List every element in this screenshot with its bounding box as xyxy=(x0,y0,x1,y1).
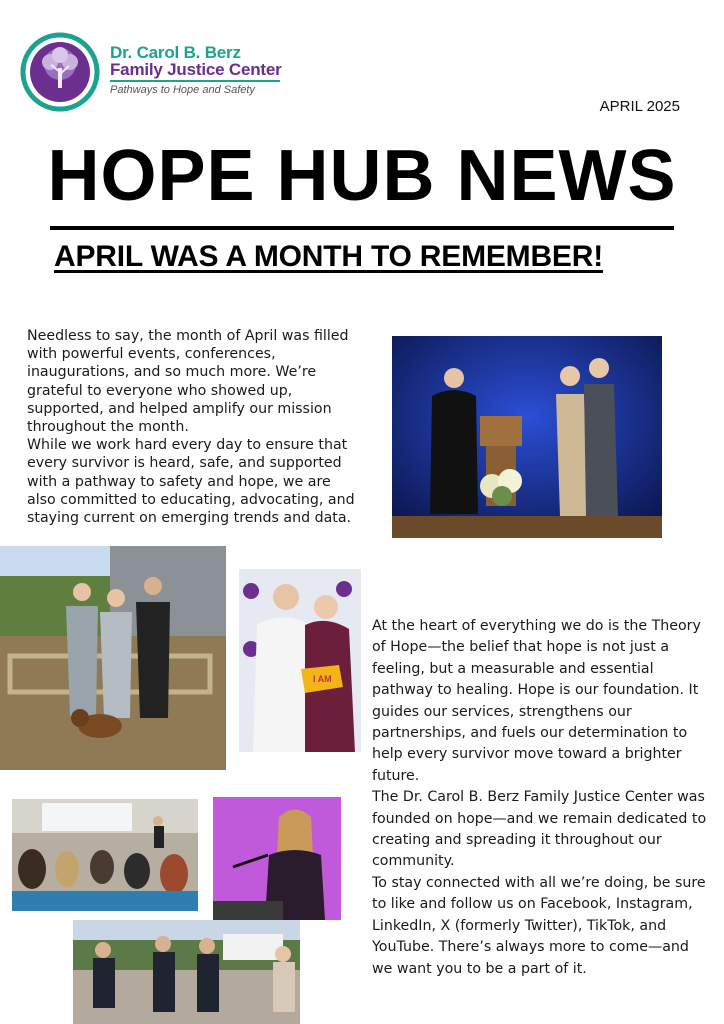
article-paragraph: To stay connected with all we’re doing, be sure to like and follow us on Facebook, Instagram, LinkedIn, X (formerly Twitter), TikTok, and YouTube. There’s always more to come—and we want you to be a part of it. xyxy=(372,874,706,977)
photo-swearing-in xyxy=(392,336,662,538)
issue-date: APRIL 2025 xyxy=(599,98,680,115)
article-paragraph: The Dr. Carol B. Berz Family Justice Center was founded on hope—and we remain dedicated to creating and spreading it throughout our community. xyxy=(372,789,707,870)
masthead-divider xyxy=(50,226,674,230)
photo-garden-group xyxy=(0,546,226,770)
org-name-line2: Family Justice Center xyxy=(110,60,282,79)
org-name-line1: Dr. Carol B. Berz xyxy=(110,43,241,62)
intro-paragraph: Needless to say, the month of April was filled with powerful events, conferences, inaugurations, and so much more. We’re grateful to everyone who showed up, supported, and helped amplify our mission throughout the month. xyxy=(27,328,349,436)
photo-officers-walk xyxy=(73,920,300,1024)
sign-text: I AM xyxy=(313,674,332,684)
page-headline: APRIL WAS A MONTH TO REMEMBER! xyxy=(54,240,604,273)
photo-speaker xyxy=(213,797,341,920)
article-paragraph: At the heart of everything we do is the Theory of Hope—the belief that hope is not just a feeling, but a measurable and essential pathway to healing. Hope is our foundation. It guides our services, strengthens our partnerships, and fuels our determination to help every survivor move toward a brighter future. xyxy=(372,618,701,784)
org-divider xyxy=(110,80,280,82)
photo-classroom xyxy=(12,799,198,911)
main-article-text xyxy=(372,616,712,980)
photo-i-am-sign xyxy=(239,569,361,752)
intro-text xyxy=(27,327,357,527)
newsletter-masthead: HOPE HUB NEWS xyxy=(47,136,677,216)
org-logo xyxy=(20,32,100,112)
intro-paragraph: While we work hard every day to ensure that every survivor is heard, safe, and supported with a pathway to safety and hope, we are also committed to educating, advocating, and staying current on emerging trends and data. xyxy=(27,437,355,527)
org-tagline: Pathways to Hope and Safety xyxy=(110,84,255,96)
